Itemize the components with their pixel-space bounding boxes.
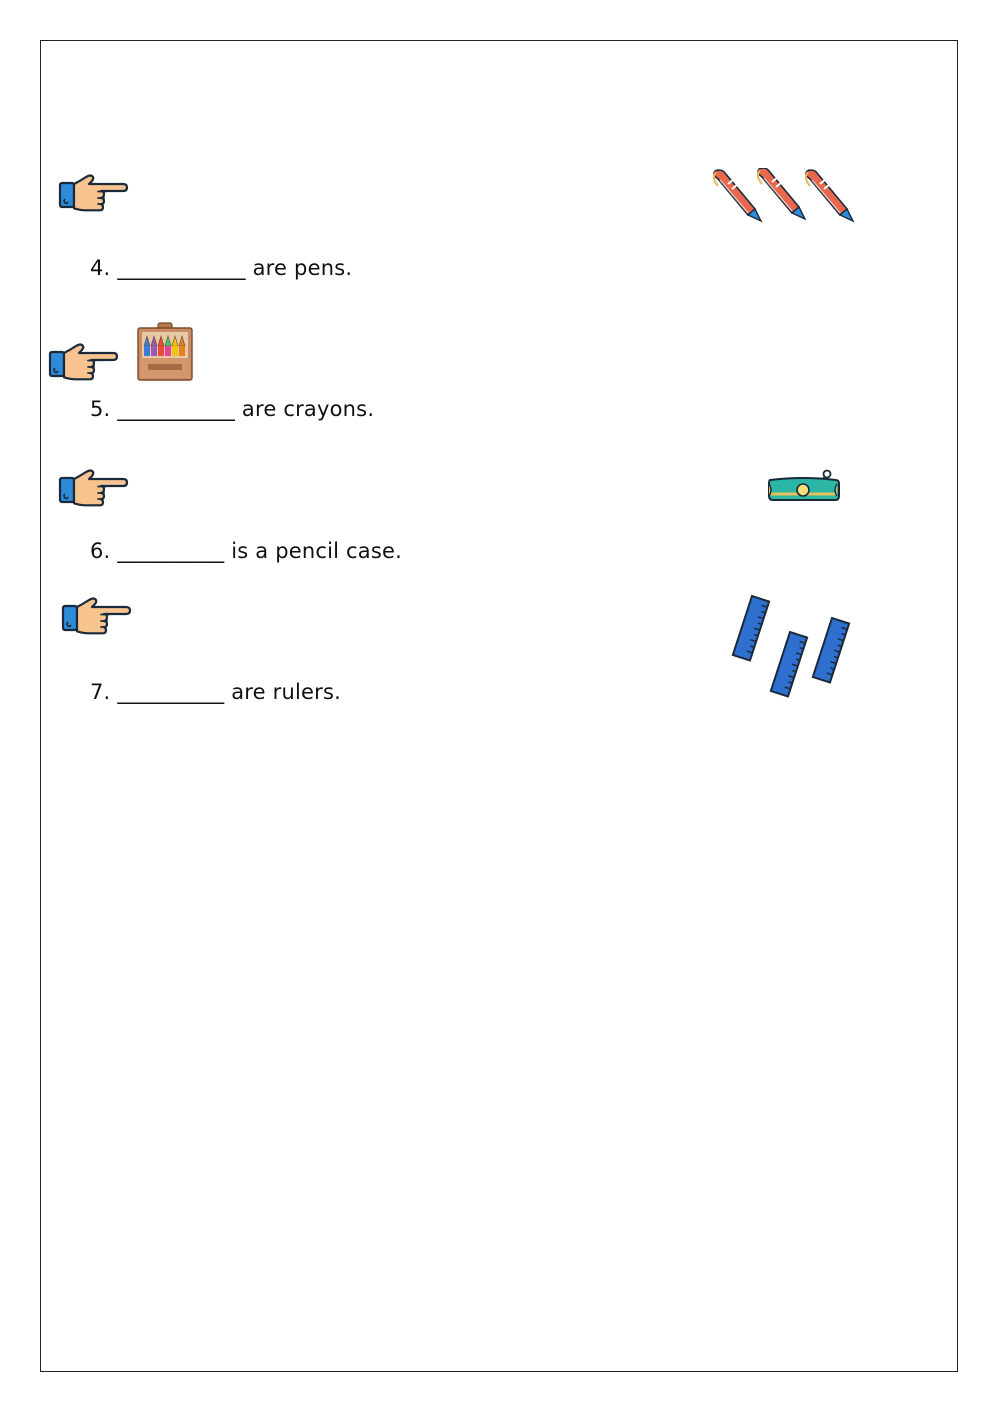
answer-blank[interactable]: __________ [117, 539, 225, 563]
answer-blank[interactable]: __________ [117, 680, 225, 704]
crayon-box-icon [136, 322, 194, 382]
rulers-icon [728, 592, 862, 706]
pointing-hand-icon [58, 464, 132, 508]
sentence-item-5 [90, 397, 374, 421]
answer-blank[interactable]: ____________ [117, 256, 246, 280]
item-number: 4. [90, 256, 111, 280]
pointing-hand-icon [58, 169, 132, 213]
sentence-item-4 [90, 256, 352, 280]
item-number: 6. [90, 539, 111, 563]
item-number: 7. [90, 680, 111, 704]
answer-blank[interactable]: ___________ [117, 397, 236, 421]
page-frame [40, 40, 958, 1372]
sentence-text: are pens. [245, 256, 353, 280]
item-number: 5. [90, 397, 111, 421]
pencil-case-icon [766, 466, 840, 506]
sentence-text: are rulers. [224, 680, 341, 704]
pointing-hand-icon [61, 592, 135, 636]
sentence-text: are crayons. [235, 397, 375, 421]
sentence-item-7 [90, 680, 341, 704]
sentence-text: is a pencil case. [224, 539, 402, 563]
sentence-item-6 [90, 539, 402, 563]
pointing-hand-icon [48, 338, 122, 382]
pens-icon [712, 168, 858, 224]
